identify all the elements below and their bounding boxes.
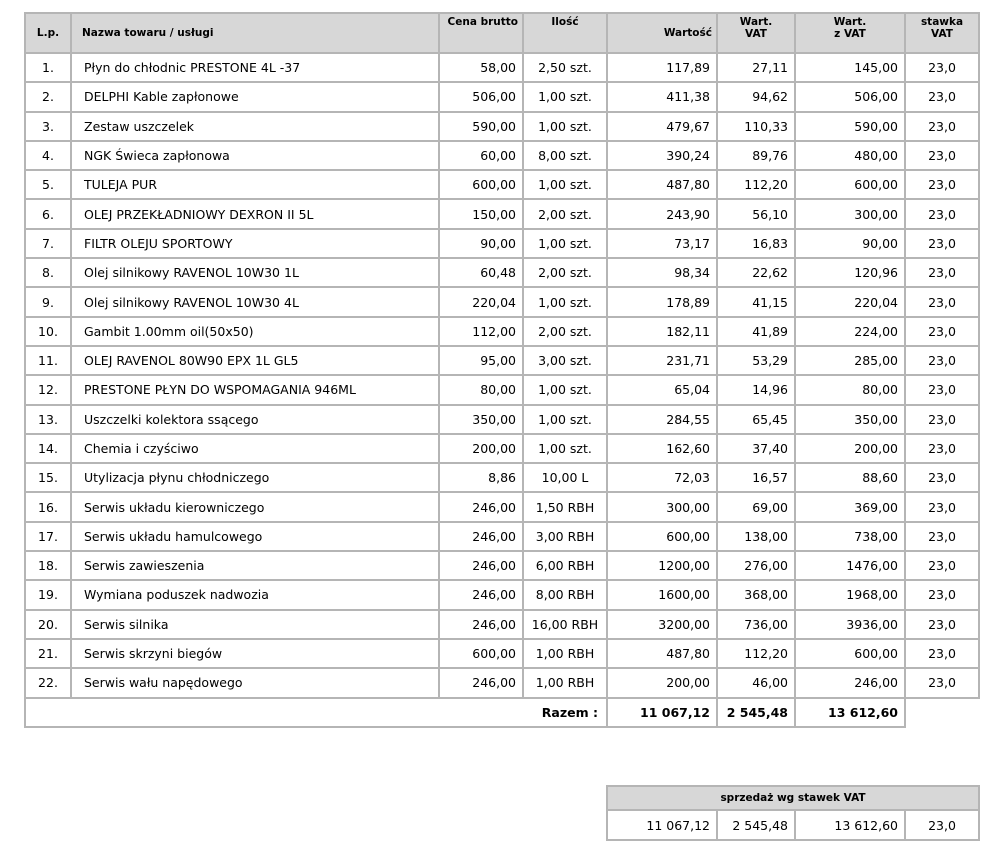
row-value: 411,38 <box>607 82 717 111</box>
row-gross: 1476,00 <box>795 551 905 580</box>
table-row <box>25 434 979 463</box>
vat-summary-vat: 2 545,48 <box>717 810 795 840</box>
header-gross-line2: z VAT <box>834 28 866 40</box>
row-lp: 11. <box>25 346 71 375</box>
row-rate: 23,0 <box>905 375 979 404</box>
table-row <box>25 405 979 434</box>
row-name: Olej silnikowy RAVENOL 10W30 4L <box>71 287 439 316</box>
row-name: FILTR OLEJU SPORTOWY <box>71 229 439 258</box>
table-row <box>25 112 979 141</box>
row-rate: 23,0 <box>905 346 979 375</box>
row-gross: 1968,00 <box>795 580 905 609</box>
row-vat: 112,20 <box>717 170 795 199</box>
row-lp: 19. <box>25 580 71 609</box>
row-lp: 5. <box>25 170 71 199</box>
row-value: 487,80 <box>607 170 717 199</box>
row-rate: 23,0 <box>905 287 979 316</box>
table-header-row <box>25 13 979 53</box>
row-name: Serwis skrzyni biegów <box>71 639 439 668</box>
row-name: Zestaw uszczelek <box>71 112 439 141</box>
header-qty: Ilość <box>523 13 607 53</box>
row-price: 58,00 <box>439 53 523 82</box>
row-value: 487,80 <box>607 639 717 668</box>
row-name: Serwis układu hamulcowego <box>71 522 439 551</box>
row-name: Wymiana poduszek nadwozia <box>71 580 439 609</box>
row-rate: 23,0 <box>905 434 979 463</box>
row-name: OLEJ RAVENOL 80W90 EPX 1L GL5 <box>71 346 439 375</box>
totals-empty <box>905 698 979 727</box>
row-vat: 69,00 <box>717 492 795 521</box>
row-qty: 1,00 szt. <box>523 287 607 316</box>
totals-value: 11 067,12 <box>607 698 717 727</box>
row-lp: 22. <box>25 668 71 697</box>
row-qty: 2,50 szt. <box>523 53 607 82</box>
row-name: Gambit 1.00mm oil(50x50) <box>71 317 439 346</box>
row-lp: 10. <box>25 317 71 346</box>
row-name: TULEJA PUR <box>71 170 439 199</box>
row-qty: 3,00 RBH <box>523 522 607 551</box>
table-row <box>25 141 979 170</box>
row-value: 300,00 <box>607 492 717 521</box>
row-name: Serwis układu kierowniczego <box>71 492 439 521</box>
header-vat-line2: VAT <box>745 28 767 40</box>
row-rate: 23,0 <box>905 522 979 551</box>
row-vat: 14,96 <box>717 375 795 404</box>
totals-gross: 13 612,60 <box>795 698 905 727</box>
row-price: 600,00 <box>439 639 523 668</box>
row-vat: 53,29 <box>717 346 795 375</box>
row-value: 73,17 <box>607 229 717 258</box>
row-rate: 23,0 <box>905 141 979 170</box>
row-price: 150,00 <box>439 199 523 228</box>
totals-vat: 2 545,48 <box>717 698 795 727</box>
row-gross: 3936,00 <box>795 610 905 639</box>
row-value: 1200,00 <box>607 551 717 580</box>
row-lp: 14. <box>25 434 71 463</box>
row-qty: 1,00 szt. <box>523 434 607 463</box>
row-price: 112,00 <box>439 317 523 346</box>
header-rate-line1: stawka <box>920 16 964 28</box>
row-rate: 23,0 <box>905 258 979 287</box>
table-row <box>25 668 979 697</box>
row-value: 162,60 <box>607 434 717 463</box>
row-price: 80,00 <box>439 375 523 404</box>
row-name: Olej silnikowy RAVENOL 10W30 1L <box>71 258 439 287</box>
row-qty: 1,50 RBH <box>523 492 607 521</box>
row-value: 479,67 <box>607 112 717 141</box>
table-row <box>25 346 979 375</box>
row-qty: 2,00 szt. <box>523 317 607 346</box>
totals-row <box>25 698 979 727</box>
row-value: 3200,00 <box>607 610 717 639</box>
row-price: 60,48 <box>439 258 523 287</box>
row-lp: 16. <box>25 492 71 521</box>
table-row <box>25 287 979 316</box>
row-vat: 16,57 <box>717 463 795 492</box>
row-gross: 480,00 <box>795 141 905 170</box>
totals-label-cell <box>25 698 607 727</box>
header-value: Wartość <box>607 13 717 53</box>
table-row <box>25 170 979 199</box>
table-row <box>25 82 979 111</box>
row-price: 200,00 <box>439 434 523 463</box>
row-qty: 1,00 szt. <box>523 170 607 199</box>
row-rate: 23,0 <box>905 112 979 141</box>
row-qty: 2,00 szt. <box>523 199 607 228</box>
row-name: Uszczelki kolektora ssącego <box>71 405 439 434</box>
row-name: DELPHI Kable zapłonowe <box>71 82 439 111</box>
row-lp: 15. <box>25 463 71 492</box>
row-lp: 21. <box>25 639 71 668</box>
table-row <box>25 492 979 521</box>
row-qty: 1,00 szt. <box>523 405 607 434</box>
row-rate: 23,0 <box>905 580 979 609</box>
row-qty: 8,00 RBH <box>523 580 607 609</box>
row-rate: 23,0 <box>905 229 979 258</box>
row-qty: 3,00 szt. <box>523 346 607 375</box>
row-vat: 89,76 <box>717 141 795 170</box>
row-qty: 1,00 szt. <box>523 375 607 404</box>
row-gross: 300,00 <box>795 199 905 228</box>
row-gross: 145,00 <box>795 53 905 82</box>
row-qty: 1,00 szt. <box>523 82 607 111</box>
row-value: 1600,00 <box>607 580 717 609</box>
row-lp: 7. <box>25 229 71 258</box>
header-lp: L.p. <box>25 13 71 53</box>
row-gross: 224,00 <box>795 317 905 346</box>
row-vat: 112,20 <box>717 639 795 668</box>
row-rate: 23,0 <box>905 668 979 697</box>
row-rate: 23,0 <box>905 610 979 639</box>
row-lp: 2. <box>25 82 71 111</box>
row-qty: 1,00 szt. <box>523 229 607 258</box>
row-value: 72,03 <box>607 463 717 492</box>
table-row <box>25 53 979 82</box>
row-rate: 23,0 <box>905 53 979 82</box>
header-rate <box>905 13 979 53</box>
row-value: 98,34 <box>607 258 717 287</box>
row-qty: 16,00 RBH <box>523 610 607 639</box>
row-gross: 200,00 <box>795 434 905 463</box>
row-value: 231,71 <box>607 346 717 375</box>
row-rate: 23,0 <box>905 492 979 521</box>
row-price: 8,86 <box>439 463 523 492</box>
row-price: 246,00 <box>439 610 523 639</box>
row-gross: 506,00 <box>795 82 905 111</box>
row-value: 65,04 <box>607 375 717 404</box>
row-qty: 10,00 L <box>523 463 607 492</box>
row-gross: 285,00 <box>795 346 905 375</box>
row-vat: 276,00 <box>717 551 795 580</box>
row-name: Serwis zawieszenia <box>71 551 439 580</box>
row-vat: 27,11 <box>717 53 795 82</box>
row-vat: 16,83 <box>717 229 795 258</box>
header-name: Nazwa towaru / usługi <box>71 13 439 53</box>
row-price: 350,00 <box>439 405 523 434</box>
row-lp: 20. <box>25 610 71 639</box>
row-gross: 90,00 <box>795 229 905 258</box>
vat-summary-table <box>606 785 980 841</box>
row-qty: 1,00 szt. <box>523 112 607 141</box>
header-rate-line2: VAT <box>931 28 953 40</box>
vat-summary-row <box>607 810 979 840</box>
row-lp: 13. <box>25 405 71 434</box>
table-row <box>25 610 979 639</box>
vat-summary-header: sprzedaż wg stawek VAT <box>607 786 979 810</box>
header-vat <box>717 13 795 53</box>
row-vat: 65,45 <box>717 405 795 434</box>
row-vat: 368,00 <box>717 580 795 609</box>
row-price: 60,00 <box>439 141 523 170</box>
row-gross: 120,96 <box>795 258 905 287</box>
row-lp: 9. <box>25 287 71 316</box>
table-row <box>25 580 979 609</box>
row-rate: 23,0 <box>905 551 979 580</box>
row-lp: 4. <box>25 141 71 170</box>
vat-summary-gross: 13 612,60 <box>795 810 905 840</box>
row-vat: 37,40 <box>717 434 795 463</box>
row-lp: 18. <box>25 551 71 580</box>
row-value: 200,00 <box>607 668 717 697</box>
row-name: Płyn do chłodnic PRESTONE 4L -37 <box>71 53 439 82</box>
row-vat: 46,00 <box>717 668 795 697</box>
row-gross: 80,00 <box>795 375 905 404</box>
row-price: 246,00 <box>439 551 523 580</box>
row-vat: 22,62 <box>717 258 795 287</box>
table-row <box>25 551 979 580</box>
table-row <box>25 463 979 492</box>
row-value: 178,89 <box>607 287 717 316</box>
row-name: Serwis silnika <box>71 610 439 639</box>
vat-summary-rate: 23,0 <box>905 810 979 840</box>
table-row <box>25 522 979 551</box>
row-gross: 220,04 <box>795 287 905 316</box>
row-rate: 23,0 <box>905 82 979 111</box>
row-rate: 23,0 <box>905 639 979 668</box>
invoice-items-table <box>24 12 980 728</box>
totals-label: Razem : <box>541 704 598 720</box>
row-name: Chemia i czyściwo <box>71 434 439 463</box>
row-qty: 8,00 szt. <box>523 141 607 170</box>
row-gross: 369,00 <box>795 492 905 521</box>
row-price: 600,00 <box>439 170 523 199</box>
row-qty: 2,00 szt. <box>523 258 607 287</box>
row-price: 246,00 <box>439 492 523 521</box>
row-lp: 8. <box>25 258 71 287</box>
row-rate: 23,0 <box>905 317 979 346</box>
header-gross <box>795 13 905 53</box>
table-row <box>25 199 979 228</box>
table-row <box>25 317 979 346</box>
items-body <box>25 53 979 698</box>
row-value: 243,90 <box>607 199 717 228</box>
row-gross: 600,00 <box>795 639 905 668</box>
header-gross-line1: Wart. <box>833 16 867 28</box>
row-vat: 56,10 <box>717 199 795 228</box>
row-gross: 600,00 <box>795 170 905 199</box>
row-qty: 1,00 RBH <box>523 639 607 668</box>
table-row <box>25 639 979 668</box>
row-rate: 23,0 <box>905 199 979 228</box>
row-rate: 23,0 <box>905 170 979 199</box>
row-value: 600,00 <box>607 522 717 551</box>
row-gross: 350,00 <box>795 405 905 434</box>
row-gross: 246,00 <box>795 668 905 697</box>
row-price: 220,04 <box>439 287 523 316</box>
row-lp: 6. <box>25 199 71 228</box>
header-price: Cena brutto <box>439 13 523 53</box>
row-price: 90,00 <box>439 229 523 258</box>
row-price: 506,00 <box>439 82 523 111</box>
row-value: 284,55 <box>607 405 717 434</box>
vat-summary-value: 11 067,12 <box>607 810 717 840</box>
vat-summary-header-row <box>607 786 979 810</box>
header-vat-line1: Wart. <box>739 16 773 28</box>
row-vat: 41,89 <box>717 317 795 346</box>
row-price: 246,00 <box>439 668 523 697</box>
row-lp: 1. <box>25 53 71 82</box>
row-value: 117,89 <box>607 53 717 82</box>
row-qty: 1,00 RBH <box>523 668 607 697</box>
row-price: 246,00 <box>439 522 523 551</box>
row-name: Serwis wału napędowego <box>71 668 439 697</box>
row-name: PRESTONE PŁYN DO WSPOMAGANIA 946ML <box>71 375 439 404</box>
row-name: Utylizacja płynu chłodniczego <box>71 463 439 492</box>
row-vat: 138,00 <box>717 522 795 551</box>
row-qty: 6,00 RBH <box>523 551 607 580</box>
table-row <box>25 375 979 404</box>
row-name: NGK Świeca zapłonowa <box>71 141 439 170</box>
row-vat: 41,15 <box>717 287 795 316</box>
row-name: OLEJ PRZEKŁADNIOWY DEXRON II 5L <box>71 199 439 228</box>
table-row <box>25 229 979 258</box>
row-gross: 738,00 <box>795 522 905 551</box>
row-vat: 94,62 <box>717 82 795 111</box>
row-price: 590,00 <box>439 112 523 141</box>
row-gross: 590,00 <box>795 112 905 141</box>
row-lp: 12. <box>25 375 71 404</box>
row-value: 182,11 <box>607 317 717 346</box>
row-rate: 23,0 <box>905 463 979 492</box>
table-row <box>25 258 979 287</box>
row-lp: 17. <box>25 522 71 551</box>
row-gross: 88,60 <box>795 463 905 492</box>
row-vat: 736,00 <box>717 610 795 639</box>
row-price: 246,00 <box>439 580 523 609</box>
row-lp: 3. <box>25 112 71 141</box>
row-price: 95,00 <box>439 346 523 375</box>
row-rate: 23,0 <box>905 405 979 434</box>
row-value: 390,24 <box>607 141 717 170</box>
row-vat: 110,33 <box>717 112 795 141</box>
